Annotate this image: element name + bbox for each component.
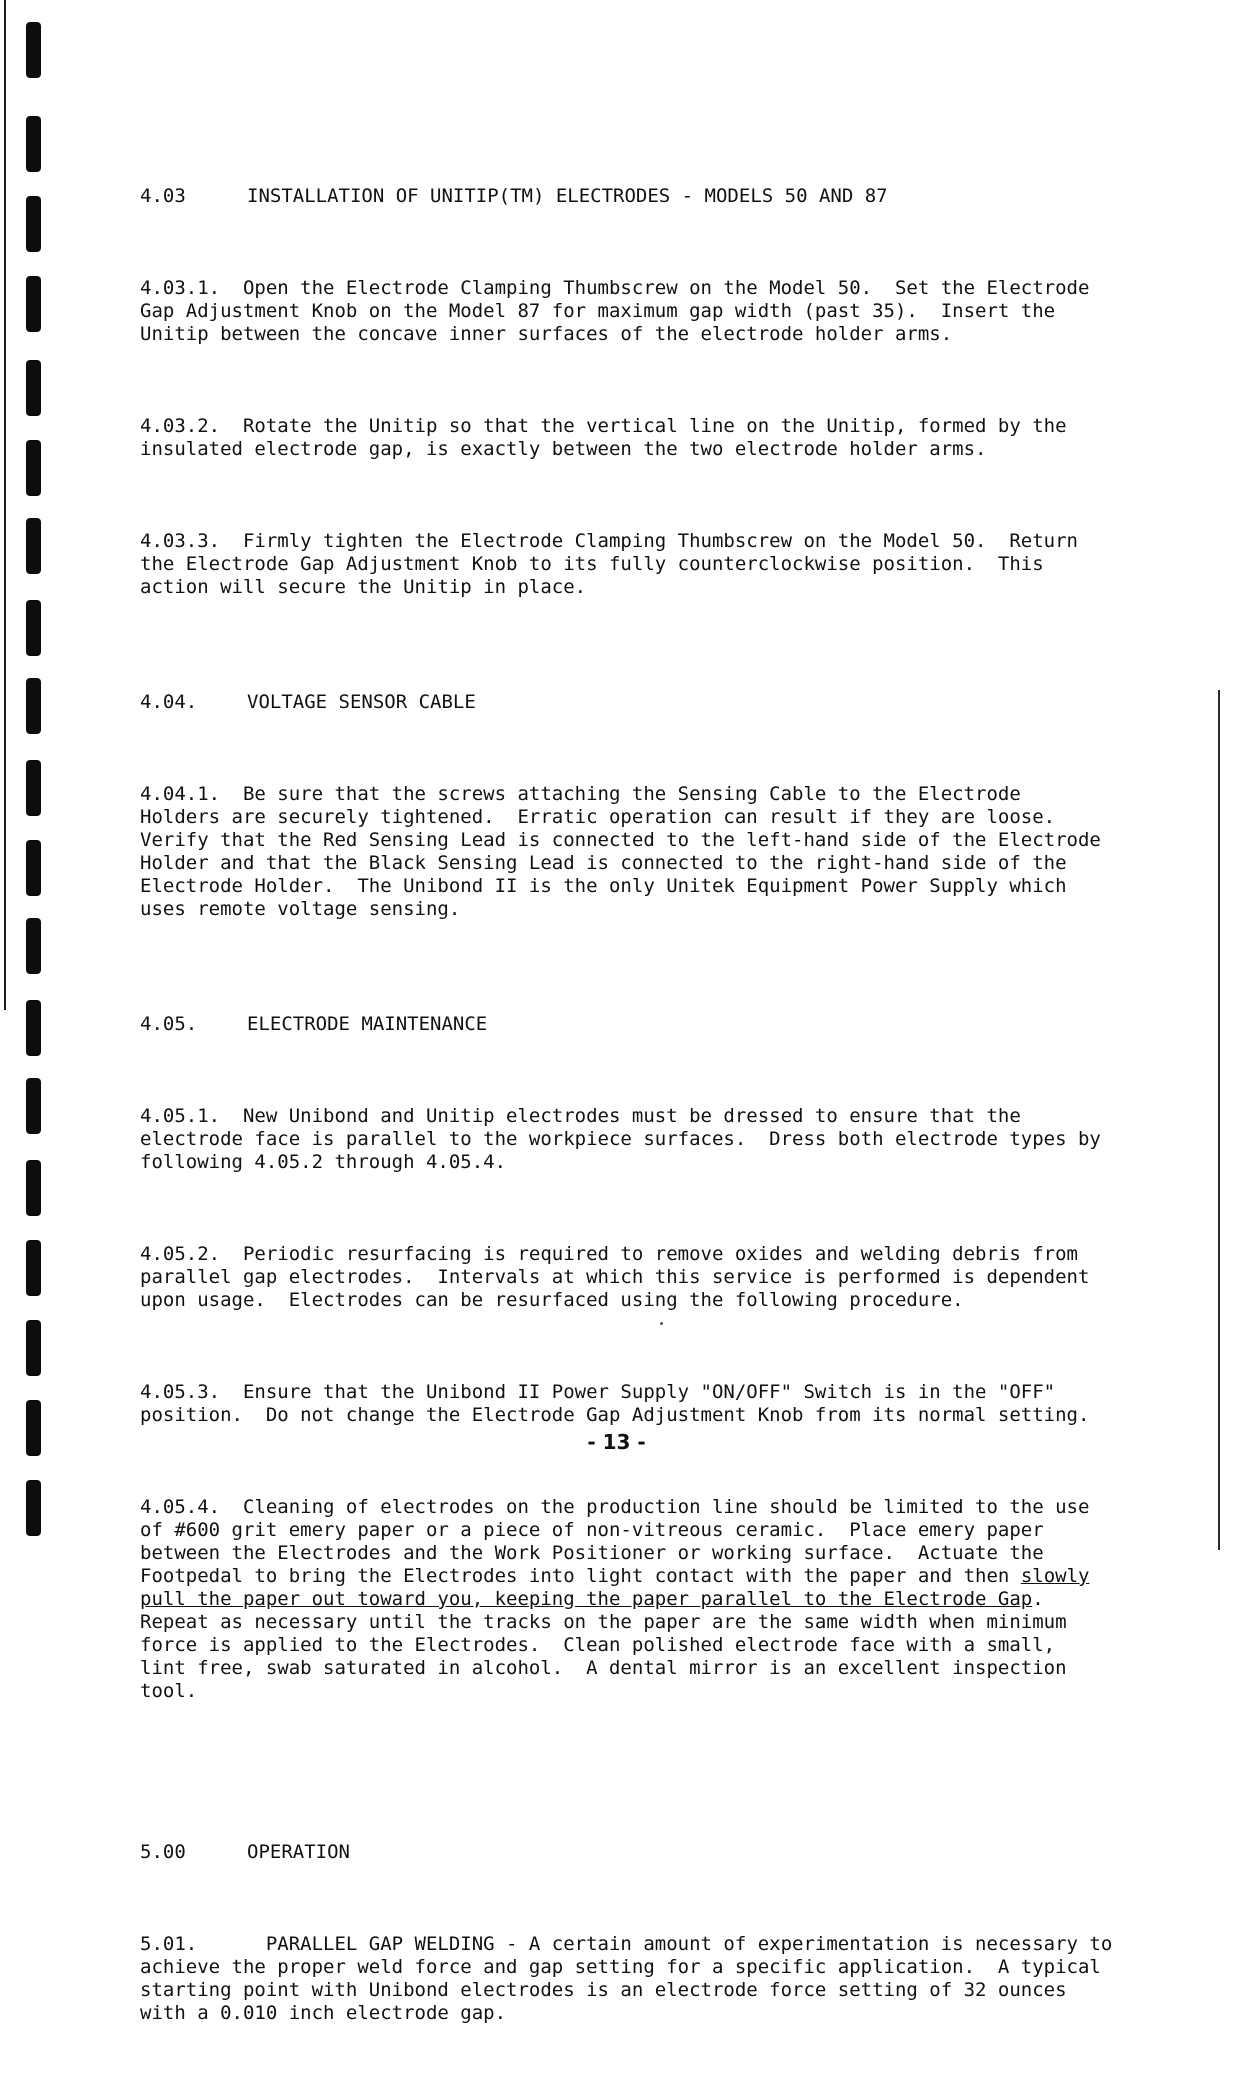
- paragraph-4-05-4: [140, 1496, 1180, 1703]
- section-heading-5-00: [140, 1841, 1180, 1864]
- paragraph-4-04-1: 4.04.1. Be sure that the screws attaching the Sensing Cable to the Electrode Holders are securely tightened. Erratic operation can result if they are loose. Verify that the Red Sensing Lead is connected to the left-hand side of the Electrode Holder and that the Black Sensing Lead is connected to the right-hand side of the Electrode Holder. The Unibond II is the only Unitek Equipment Power Supply which uses remote voltage sensing.: [140, 783, 1101, 920]
- underlined-instruction: slowly pull the paper out toward you, keeping the paper parallel to the Electrode Gap: [140, 1565, 1090, 1610]
- paragraph-4-03-2: 4.03.2. Rotate the Unitip so that the vertical line on the Unitip, formed by the insulated electrode gap, is exactly between the two electrode holder arms.: [140, 415, 1067, 460]
- paragraph-4-05-3: 4.05.3. Ensure that the Unibond II Power Supply "ON/OFF" Switch is in the "OFF" position. Do not change the Electrode Gap Adjustment Knob from its normal setting.: [140, 1381, 1090, 1426]
- paragraph-4-05-1: 4.05.1. New Unibond and Unitip electrodes must be dressed to ensure that the electrode face is parallel to the workpiece surfaces. Dress both electrode types by following 4.05.2 through 4.05.4.: [140, 1105, 1101, 1173]
- binder-hole: [26, 1320, 41, 1376]
- paragraph-text: . Repeat as necessary until the tracks on the paper are the same width when minimum force is applied to the Electrodes. Clean polished electrode face with a small, lint free, swab saturated in alcohol. A dental mirror is an excellent inspection tool.: [140, 1588, 1067, 1702]
- page-number: - 13 -: [587, 1430, 646, 1454]
- section-number: 4.04.: [140, 691, 198, 713]
- paragraph-4-05-2: 4.05.2. Periodic resurfacing is required to remove oxides and welding debris from parallel gap electrodes. Intervals at which this service is performed is dependent upon usage. Electrodes can be resurfaced using the following procedure.: [140, 1243, 1090, 1311]
- paragraph-5-01: 5.01. PARALLEL GAP WELDING - A certain amount of experimentation is necessary to achieve the proper weld force and gap setting for a specific application. A typical starting point with Unibond electrodes is an electrode force setting of 32 ounces with a 0.010 inch electrode gap.: [140, 1933, 1113, 2024]
- section-title: VOLTAGE SENSOR CABLE: [247, 691, 476, 713]
- binder-hole: [26, 918, 41, 974]
- binder-hole: [26, 360, 41, 416]
- paragraph-text: 4.05.4. Cleaning of electrodes on the production line should be limited to the use of #600 grit emery paper or a piece of non-vitreous ceramic. Place emery paper between the Electrodes and the Work Positioner or working surface. Actuate the Footpedal to bring the Electrodes into light contact with the paper and then: [140, 1496, 1090, 1587]
- binder-hole: [26, 1240, 41, 1296]
- document-body: [140, 116, 1180, 2094]
- section-number: 5.00: [140, 1841, 186, 1863]
- section-title: OPERATION: [247, 1841, 350, 1863]
- binder-hole: [26, 1078, 41, 1134]
- binder-hole: [26, 116, 41, 172]
- binder-hole: [26, 600, 41, 656]
- binder-hole: [26, 196, 41, 252]
- paragraph-4-03-1: 4.03.1. Open the Electrode Clamping Thumbscrew on the Model 50. Set the Electrode Gap Adjustment Knob on the Model 87 for maximum gap width (past 35). Insert the Unitip between the concave inner surfaces of the electrode holder arms.: [140, 277, 1090, 345]
- paragraph-4-03-3: 4.03.3. Firmly tighten the Electrode Clamping Thumbscrew on the Model 50. Return the Electrode Gap Adjustment Knob to its fully counterclockwise position. This action will secure the Unitip in place.: [140, 530, 1078, 598]
- page-edge-left: [4, 0, 6, 1010]
- page-edge-right: [1218, 690, 1220, 1550]
- binder-hole: [26, 440, 41, 496]
- binder-hole: [26, 276, 41, 332]
- section-title: ELECTRODE MAINTENANCE: [247, 1013, 488, 1035]
- binder-hole: [26, 760, 41, 816]
- section-heading-4-03: [140, 185, 1180, 208]
- section-heading-4-05: [140, 1013, 1180, 1036]
- binder-hole: [26, 840, 41, 896]
- binder-hole: [26, 22, 41, 78]
- binder-hole: [26, 1480, 41, 1536]
- section-number: 4.05.: [140, 1013, 198, 1035]
- binder-hole: [26, 1000, 41, 1056]
- binder-hole: [26, 1160, 41, 1216]
- binder-hole: [26, 678, 41, 734]
- binder-hole: [26, 518, 41, 574]
- section-heading-4-04: [140, 691, 1180, 714]
- scan-speck: [660, 1322, 663, 1325]
- section-number: 4.03: [140, 185, 186, 207]
- section-title: INSTALLATION OF UNITIP(TM) ELECTRODES - MODELS 50 AND 87: [247, 185, 888, 207]
